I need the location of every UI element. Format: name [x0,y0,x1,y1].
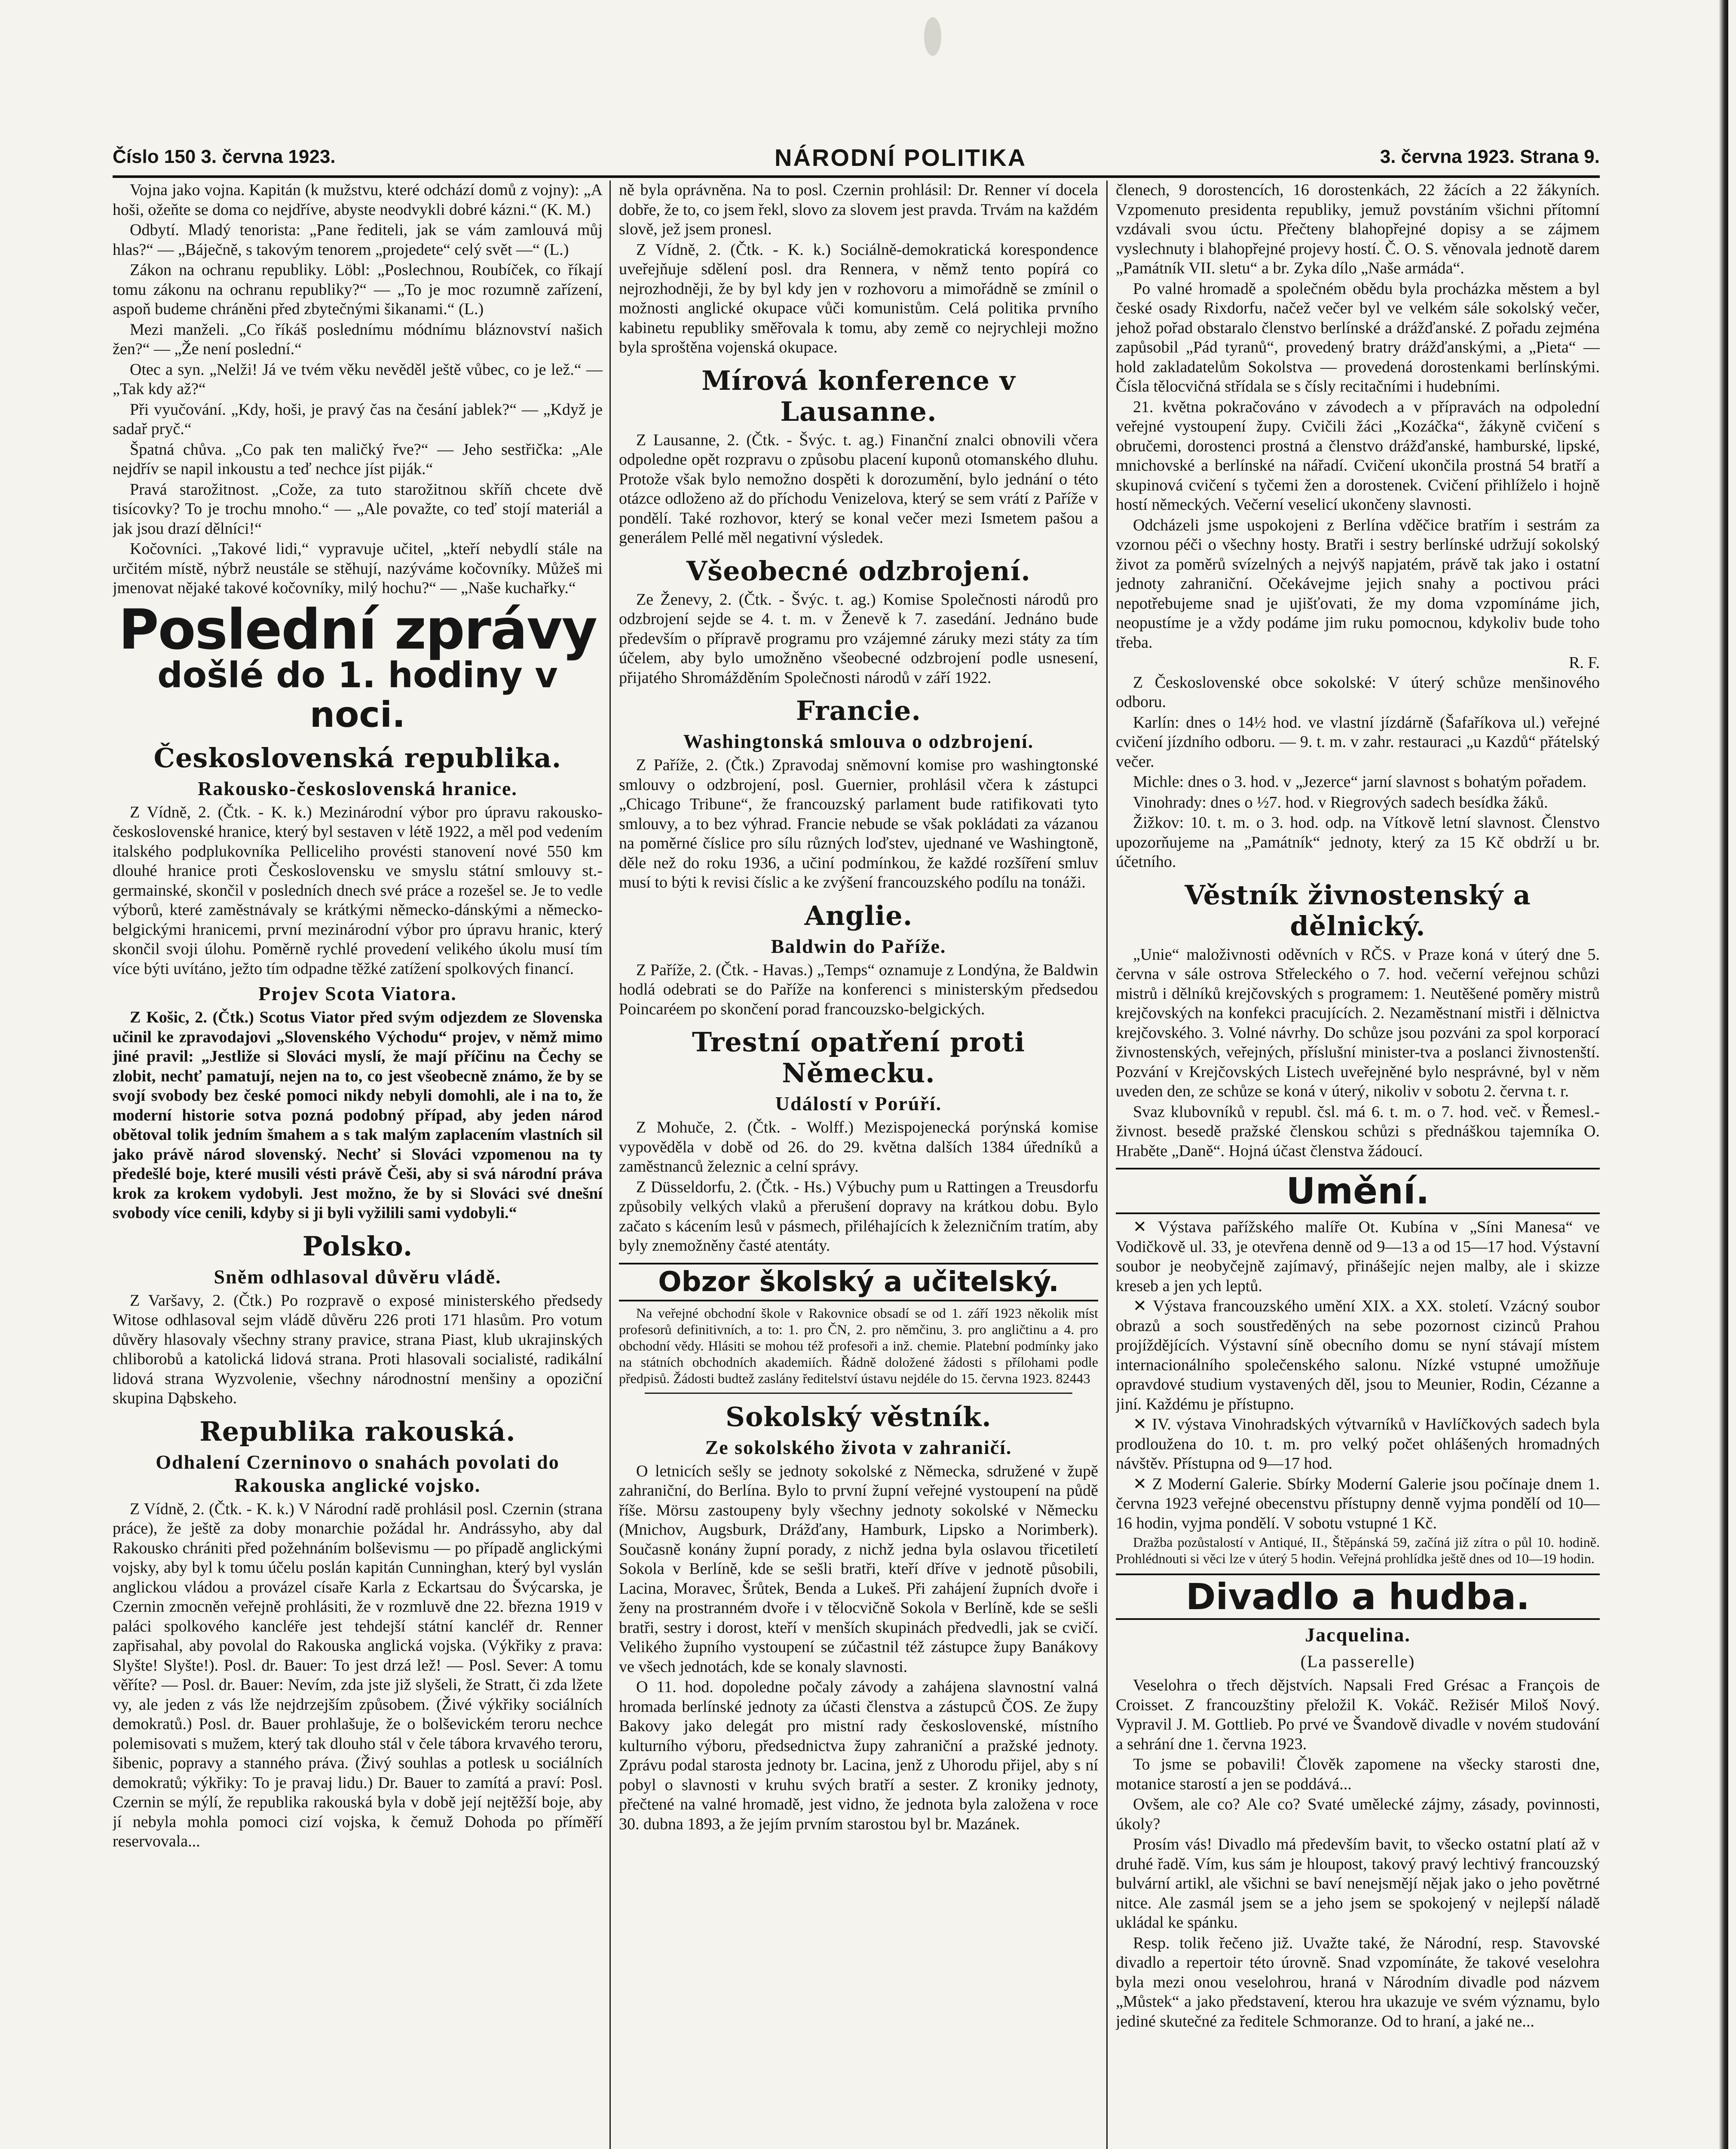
notice: Žižkov: 10. t. m. o 3. hod. odp. na Vítkově letní slavnost. Členstvo upozorňujeme na „Památník“ jednoty, který za 15 Kč obdrží u br. účetního. [1116,814,1600,871]
anecdote: Otec a syn. „Nelži! Já ve tvém věku nevěděl ještě vůbec, co je lež.“ — „Tak kdy až?“ [113,360,603,398]
subheading: Ze sokolského života v zahraničí. [705,1436,1012,1458]
subheading: Jacquelina. [1305,1624,1411,1646]
masthead: NÁRODNÍ POLITIKA [775,144,1027,171]
heading-poland: Polsko. [302,1230,413,1262]
article-paragraph: Svaz klubovníků v republ. čsl. má 6. t. m. o 7. hod. več. v Řemesl.-živnost. besedě pražské členskou schůzi s přednáškou tajemníka O. Hraběte „Daně“. Hojná účast členstva žádoucí. [1116,1102,1600,1160]
anecdote: Při vyučování. „Kdy, hoši, je pravý čas na česání jablek?“ — „Když je sadař pryč.“ [113,400,603,438]
article-paragraph: ✕ Výstava pařížského malíře Ot. Kubína v „Síni Manesa“ ve Vodičkově ul. 33, je otevřena denně od 9—13 a od 15—17 hod. Výstavní soubor je neobyčejně zajímavý, přinášejíc nejen malby, ale i skizze kreseb a jen ych leptů. [1116,1218,1600,1295]
article-paragraph: Veselohra o třech dějstvích. Napsali Fred Grésac a François de Croisset. Z francouzštiny přeložil K. Vokáč. Režisér Miloš Nový. Vypravil J. M. Gottlieb. Po prvé ve Švandově divadle v novém studování a sehrání dne 1. června 1923. [1116,1676,1600,1753]
section-subtitle: došlé do 1. hodiny v noci. [157,655,558,735]
article-paragraph: O letnicích sešly se jednoty sokolské z Německa, sdružené v župě zahraniční, do Berlína. Bylo to první župní veřejné vystoupení na půdě říše. Mörsu zastoupeny byly všechny jednoty sokolské v Německu (Mnichov, Augsburk, Drážďany, Hamburk, Lipsko a Norimberk). Současně konány župní porady, z nichž jedna byla oslavou třicetiletí Sokola v Berlíně, kde se sešli bratři, kteří dříve v jednotě působili, Lacina, Moravec, Šrůtek, Benda a Lukeš. Při zahájení župních dvoře i ženy na prostranném dvoře i v tělocvičně Sokola v Berlíně, kde se sešli bratři, sestry i dorost, kteří v menších skupinách předvedli, jak se cvičí. Velikého župního vystoupení se zúčastnil též zástupce župy Banákovy ve všech jednotách, kde se konaly slavnosti. [619,1462,1098,1676]
subheading: Washingtonská smlouva o odzbrojení. [683,730,1034,752]
anecdote: Špatná chůva. „Co pak ten maličký řve?“ — Jeho sestřička: „Ale nejdřív se napil inkoustu a teď nechce jíst piják.“ [113,440,603,478]
article-paragraph: O 11. hod. dopoledne počaly závody a zahájena slavnostní valná hromada berlínské jednoty za účasti členstva a zástupců ČOS. Ze župy Bakovy jako delegát pro mistní rady československé, místního kulturního výboru, předsednictva župy zahraniční a pražské jednoty. Zprávu podal starosta jednoty br. Lacina, jenž z Uhorodu přijel, aby s ní pobyl o slavnosti v kruhu svých bratří a sester. Z kroniky jednoty, přečtené na valné hromadě, jest vidno, že jednota byla založena v roce 30. dubna 1893, a že jejím prvním starostou byl br. Mazánek. [619,1678,1098,1833]
article-paragraph: Z Vídně, 2. (Čtk. - K. k.) Mezinárodní výbor pro úpravu rakousko-československé hranice, který byl sestaven v létě 1922, a měl pod vedením italského podplukovníka Pelliceliho provésti stanovení nové 550 km dlouhé hranice proti Československu ve smyslu státní smlouvy st.-germainské, skončil v posledních dnech své práce a rozešel se. Je to vedle výborů, které zaměstnávaly se krátkými německo-dánskými a německo-belgickými hranicemi, první mezinárodní výbor pro úpravu hranic, který skončil svoji úlohu. Poměrně rychlé provedení velikého úkolu musí tím více býti uvítáno, ježto tím odpadne těžké zatížení spolkových financí. [113,803,603,978]
article-paragraph: ✕ Z Moderní Galerie. Sbírky Moderní Galerie jsou počínaje dnem 1. června 1923 veřejné obecenstvu přístupny denně vyjma pondělí od 10—16 hodin, vyjma pondělí. V sobotu vstupné 1 Kč. [1116,1475,1600,1532]
article-paragraph: 21. května pokračováno v závodech a v přípravách na odpolední veřejné vystoupení župy. Cvičili žáci „Kozáčka“, žákyně cvičení s obručemi, dorostenci prostná a členstvo drážďanské, hamburské, lipské, mnichovské a berlínské na nářadí. Cvičení ukončila prostná 54 bratří a skupinová cvičení s tyčemi žen a dorostenek. Cvičení přihlíželo i hojně hostí německých. Večerní veselicí ukončeny slavnosti. [1116,398,1600,514]
article-paragraph: To jsme se pobavili! Člověk zapomene na všecky starosti dne, motanice starostí a jen se poddává... [1116,1755,1600,1793]
subheading: Projev Scota Viatora. [258,983,457,1004]
date-page: 3. června 1923. Strana 9. [1380,146,1600,167]
heading-austria: Republika rakouská. [199,1415,516,1447]
anecdote: Pravá starožitnost. „Cože, za tuto starožitnou skříň chcete dvě tisícovky? To je trochu mnoho.“ — „Ale považte, co teď stojí materiál a jak jsou drazí dělníci!“ [113,480,603,538]
article-paragraph: Z Paříže, 2. (Čtk. - Havas.) „Temps“ oznamuje z Londýna, že Baldwin hodlá odebrati se do Paříže na konferenci s ministerským předsedou Poincaréem po skončení porad francouzsko-belgických. [619,961,1098,1018]
article-paragraph: Z Varšavy, 2. (Čtk.) Po rozpravě o exposé ministerského předsedy Witose odhlasoval sejm vládě důvěru 226 proti 171 hlasům. Pro votum důvěry hlasovaly všechny strany pravice, strana Piast, klub ukrajinských chliborobů a katolická lidová strana. Proti hlasovali socialisté, radikální lidová strana Wyzvolenie, všechny národnostní menšiny a opoziční skupina Dąbskeho. [113,1291,603,1407]
page-header [113,146,1600,172]
article-paragraph: ✕ IV. výstava Vinohradských výtvarníků v Havlíčkových sadech byla prodloužena do 10. t. m. pro velký počet ohlášených hromadných návštěv. Přístupna od 9—17 hod. [1116,1415,1600,1472]
anecdote: Mezi manželi. „Co říkáš poslednímu módnímu bláznovství našich žen?“ — „Že není poslední.“ [113,320,603,358]
article-paragraph: členech, 9 dorostencích, 16 dorostenkách, 22 žácích a 22 žákyních. Vzpomenuto presidenta republiky, jemuž povstáním všichni přítomní vzdávali svou úctu. Přečteny blahopřejné dopisy a se zájmem vyslechnuty i blahopřejné projevy hostí. Č. O. S. věnovala jednotě darem „Památník VII. sletu“ a br. Zyka dílo „Naše armáda“. [1116,181,1600,277]
article-paragraph: Ze Ženevy, 2. (Čtk. - Švýc. t. ag.) Komise Společnosti národů pro odzbrojení sejde se 4. t. m. v Ženevě k 7. zasedání. Jednáno bude především o přípravě programu pro vzájemné záruky mezi státy za tím účelem, aby bylo umožněno všeobecné odzbrojení podle usnesení, přijatého Shromážděním Společnosti národů v září 1922. [619,590,1098,687]
heading-school: Obzor školský a učitelský. [619,1263,1098,1301]
section-title-latest-news: Poslední zprávy [118,597,597,662]
article-paragraph: „Unie“ maloživnosti oděvních v RČS. v Praze koná v úterý dne 5. června v sále ostrova Střeleckého o 7. hod. večerní veřejnou schůzi mistrů i dělníků krejčovských s programem: 1. Neutěšené poměry mistrů krejčovských na konfekci pracujících. 2. Nezaměstnaní mistři i dělnictva krejčovského. 3. Volné návrhy. Do schůze jsou pozváni za spol korporací živnostenských, veřejných, příslušní minister-tva a poslanci živnostenští. Pozvání v Krejčovských Listech uveřejněné bylo nesprávné, byl v něm uveden den, ze schůze se koná v úterý, nikoliv v sobotu 2. června t. r. [1116,945,1600,1100]
column-1 [113,181,603,2149]
column-rule [1106,181,1108,2149]
article-paragraph: Z Lausanne, 2. (Čtk. - Švýc. t. ag.) Finanční znalci obnovili včera odpoledne opět rozpravu o způsobu placení kuponů otomanského dluhu. Protože však bylo nemožno dospěti k dorozumění, bylo jednání o této otázce odloženo až do příchodu Venizelova, který se sem vrátí z Paříže v pondělí. Také rozhovor, který se konal večer mezi Ismetem pašou a generálem Pellé měl negativní výsledek. [619,431,1098,547]
column-3 [1116,181,1600,2149]
article-paragraph: ✕ Výstava francouzského umění XIX. a XX. století. Vzácný soubor obrazů a soch soustředěných na sebe pozornost cizinců Prahou projíždějících. Výstavní síně obecního domu se nyní stávají místem internacionálního společenského salonu. Nízké vstupné umožňuje opravdové studium vystavených děl, jsou to Meunier, Rodin, Cézanne a jiní. Každému je přístupno. [1116,1297,1600,1413]
heading-germany: Trestní opatření proti Německu. [692,1026,1025,1089]
heading-czechoslovakia: Československá republika. [153,742,562,774]
notice: Vinohrady: dnes o ½7. hod. v Riegrových sadech besídka žáků. [1133,793,1548,811]
notice: Michle: dnes o 3. hod. v „Jezerce“ jarní slavnost s bohatým pořadem. [1133,773,1587,791]
notice: Karlín: dnes o 14½ hod. ve vlastní jízdárně (Šafaříkova ul.) veřejné cvičení jízdního odboru. — 9. t. m. v zahr. restauraci „u Kazdů“ přátelský večer. [1116,713,1600,771]
heading-france: Francie. [796,695,922,726]
subheading: Odhalení Czerninovo o snahách povolati do Rakouska anglické vojsko. [156,1451,560,1496]
article-paragraph: Odcházeli jsme uspokojeni z Berlína vděčice bratřím i sestrám za vzornou péči o všechny hosty. Bratři i sestry berlínské udržují sokolský život za poměrů svízelných a nejvýš napjatém, právě tak jako i ostatní jednoty zahraniční. Očekávejme jejich snahy a poctivou práci nepotřebujeme snad je ujišťovati, že my doma vzpomínáme jich, neopustíme je a vždy podáme jim ruku pomocnou, kdykoliv bude toho třeba. [1116,516,1600,652]
article-paragraph: Z Paříže, 2. (Čtk.) Zpravodaj sněmovní komise pro washingtonské smlouvy o odzbrojení, posl. Guernier, prohlásil včera k zástupci „Chicago Tribune“, že francouzský parlament bude ratifikovati tyto smlouvy, a to bez výhrad. Francie nebude se však pokládati za vázanou na poměrné číslice pro sílu různých loďstev, ujednané ve Washingtoně, děle než do roku 1936, a učiní podmínkou, že každé rozšíření smluv musí to býti k revisi číslic a ke zvýšení francouzského podílu na tonáži. [619,756,1098,891]
article-paragraph: Z Düsseldorfu, 2. (Čtk. - Hs.) Výbuchy pum u Rattingen a Treusdorfu způsobily velkých vlaků a přerušení dopravy na krátkou dobu. Bylo začato s kácením lesů v pásmech, přiléhajících k železničním tratím, aby byly znemožněny časté atentáty. [619,1178,1098,1255]
heading-theatre: Divadlo a hudba. [1116,1573,1600,1620]
article-paragraph: Resp. tolik řečeno již. Uvažte také, že Národní, resp. Stavovské divadlo a repertoir této úrovně. Snad vzpomínáte, že takové veselohra byla mezi onou veselohrou, hraná v Národním divadle pod názvem „Můstek“ a jako představení, kterou hra ukazuje ve svém významu, bylo jediné skutečné za ředitele Schmoranze. Od to hraní, a jaké ne... [1116,1934,1600,2030]
heading-art: Umění. [1116,1168,1600,1214]
article-paragraph: Z Vídně, 2. (Čtk. - K. k.) Sociálně-demokratická korespondence uveřejňuje sdělení posl. dra Rennera, v němž tento popírá co nejrozhodněji, že by byl kdy jen v rozhovoru a mimořádně se zmínil o možnosti anglické okupace vůči komunistům. Celá politika prvního kabinetu republiky směřovala k tomu, aby země co nejrychleji možno byla sproštěna vojenská okupace. [619,240,1098,356]
notice: Z Československé obce sokolské: V úterý schůze menšinového odboru. [1116,673,1600,711]
advertisement: Na veřejné obchodní škole v Rakovnice obsadí se od 1. září 1923 několik míst profesorů definitivních, a to: 1. pro ČN, 2. pro němčinu, 3. pro angličtinu a 4. pro obchodní vědy. Hlásiti se mohou též profesoři a inž. chemie. Platební podmínky jako na státních obchodních akademiích. Řádně doložené žádosti s přílohami podle předpisů. Žádosti budtež zaslány ředitelství ústavu nejdéle do 15. června 1923. 82443 [619,1305,1098,1386]
article-paragraph: Z Košic, 2. (Čtk.) Scotus Viator před svým odjezdem ze Slovenska učinil ke zpravodajovi „Slovenského Východu“ projev, v němž mimo jiné pravil: „Jestliže si Slováci myslí, že mají příčinu na Čechy se zlobit, nechť pamatují, nejen na to, co jest všeobecně známo, že by se svojí svobody bez české pomoci nikdy nebyli domohli, ale i na to, že moderní historie sotva pozná podobný případ, aby jeden národ obětoval tolik jedním šmahem a s tak malým zaplacením vlastních sil jako právě národ slovenský. Nechť si Slováci vzpomenou na ty předešlé boje, které musili vésti právě Češi, aby si svá národní práva krok za krokem vydobyli. Jest možno, že by si Slováci své dnešní svobody více cenili, kdyby si ji byli vyžilili sami vydobyli.“ [113,1008,603,1222]
heading-disarmament: Všeobecné odzbrojení. [686,555,1031,587]
article-paragraph: Z Vídně, 2. (Čtk. - K. k.) V Národní radě prohlásil posl. Czernin (strana práce), že ještě za doby monarchie požádal hr. Andrássyho, aby dal Rakousko chrániti před požehnáním bolševismu — po případě anglickými vojsky, aby byl k tomu účelu poslán kapitán Cunninghan, který byl vyslán anglickou vládou a provázel císaře Karla z Eckartsau do Švýcarska, je Czernin zmocněn veřejně prohlásiti, že v rozmluvě dne 22. března 1919 v paláci spolkového kancléře jest tehdejší státní kancléř dr. Renner zapřisahal, aby povolal do Rakouska anglická vojska. (Výkřiky z prava: Slyšte! Slyšte!). Posl. dr. Bauer: To jest drzá lež! — Posl. Sever: A tomu věříte? — Posl. dr. Bauer: Nevím, zda jste již slyšeli, že Stratt, či zda lžete vy, ale jeden z vás lže nejdrzejším způsobem. (Živé výkřiky sociálních demokratů.) Posl. dr. Bauer prohlašuje, že o bolševickém teroru nechce polemisovati s mužem, který tak dlouho stál v čele tábora krvavého teroru, šibenic, popravy a stanného práva. (Živý souhlas a potlesk u sociálních demokratů; výkřiky: To je pravaj lidu.) Dr. Bauer to zamítá a praví: Posl. Czernin se mýlí, že republika rakouská byla v době její nejtěžší boje, aby jí nebyla mohla pomoci cizí vojska, k čemuž Dohoda po příměří reservovala... [113,1500,603,1850]
scan-edge [1719,0,1728,2149]
heading-trade: Věstník živnostenský a dělnický. [1185,879,1531,942]
anecdote: Vojna jako vojna. Kapitán (k mužstvu, které odchází domů z vojny): „A hoši, ožeňte se doma co nejdříve, abyste neodvykli dobré kázni.“ (K. M.) [113,181,603,219]
anecdote: Zákon na ochranu republiky. Löbl: „Poslechnou, Roubíček, co říkají tomu zákonu na ochranu republiky?“ — „To je moc rozumně zařízení, aspoň budeme chráněni před zbytečnými šikanami.“ (L.) [113,261,603,318]
advertisement: Dražba pozůstalostí v Antiqué, II., Štěpánská 59, začíná již zítra o půl 10. hodině. Prohlédnouti si věci lze v úterý 5 hodin. Veřejná prohlídka ještě dnes od 10—19 hodin. [1116,1534,1600,1566]
anecdote: Kočovníci. „Takové lidi,“ vypravuje učitel, „kteří nebydlí stále na určitém místě, nýbrž neustále se stěhují, nazýváme kočovníky. Můžeš mi jmenovat nějaké takové kočovníky, milý hochu?“ — „Naše kuchařky.“ [113,540,603,597]
article-paragraph: ně byla oprávněna. Na to posl. Czernin prohlásil: Dr. Renner ví docela dobře, že to, co jsem řekl, slovo za slovem jest pravda. Trvám na každém slově, jež jsem pronesl. [619,181,1098,238]
article-paragraph: Ovšem, ale co? Ale co? Svaté umělecké zájmy, zásady, povinnosti, úkoly? [1116,1795,1600,1833]
anecdote: Odbytí. Mladý tenorista: „Pane řediteli, jak se vám zamlouvá můj hlas?“ — „Báječně, s takovým tenorem „projedete“ celý svět —“ (L.) [113,221,603,259]
subheading: (La passerelle) [1300,1652,1415,1671]
article-paragraph: Po valné hromadě a společném obědu byla procházka městem a byl české osady Rixdorfu, načež večer byl ve velkém sále sokolský večer, jehož pořad obstaralo členstvo berlínské a drážďanské. Z pořadu zejména zapůsobil „Pád tyranů“, provedený bratry drážďanskými, a „Pieta“ — hold zakladatelům Sokolstva — provedená dorostenkami berlínskými. Čísla tělocvičná střídala se s čísly recitačními i hudebními. [1116,279,1600,395]
header-rule [113,175,1600,178]
signature: R. F. [1569,654,1600,672]
subheading: Sněm odhlasoval důvěru vládě. [214,1265,502,1288]
article-paragraph: Z Mohuče, 2. (Čtk. - Wolff.) Mezispojenecká porýnská komise vypověděla v době od 26. do 29. května dalších 1384 úředníků a zaměstnanců železnic a celní správy. [619,1118,1098,1176]
heading-england: Anglie. [804,900,913,931]
article-paragraph: Prosím vás! Divadlo má především bavit, to všecko ostatní platí až v druhé řadě. Vím, kus sám je hloupost, takový pravý lechtivý francouzský bulvární artikl, ale všichni se baví nenejsmějí nějak jako o jeho povětrné nitce. Ale zasmál jsem se a jeho jsem se spokojený v nejlepší náladě ukládal ke spánku. [1116,1835,1600,1932]
scan-artifact [924,17,941,56]
subheading: Událostí v Porúří. [775,1093,942,1114]
issue-number: Číslo 150 3. června 1923. [113,146,336,167]
divider [645,1393,1072,1394]
column-2 [619,181,1098,2149]
subheading: Baldwin do Paříže. [771,935,946,957]
column-rule [609,181,611,2149]
subheading: Rakousko-československá hranice. [198,777,517,799]
heading-sokol: Sokolský věstník. [726,1401,992,1433]
heading-lausanne: Mírová konference v Lausanne. [701,364,1016,427]
